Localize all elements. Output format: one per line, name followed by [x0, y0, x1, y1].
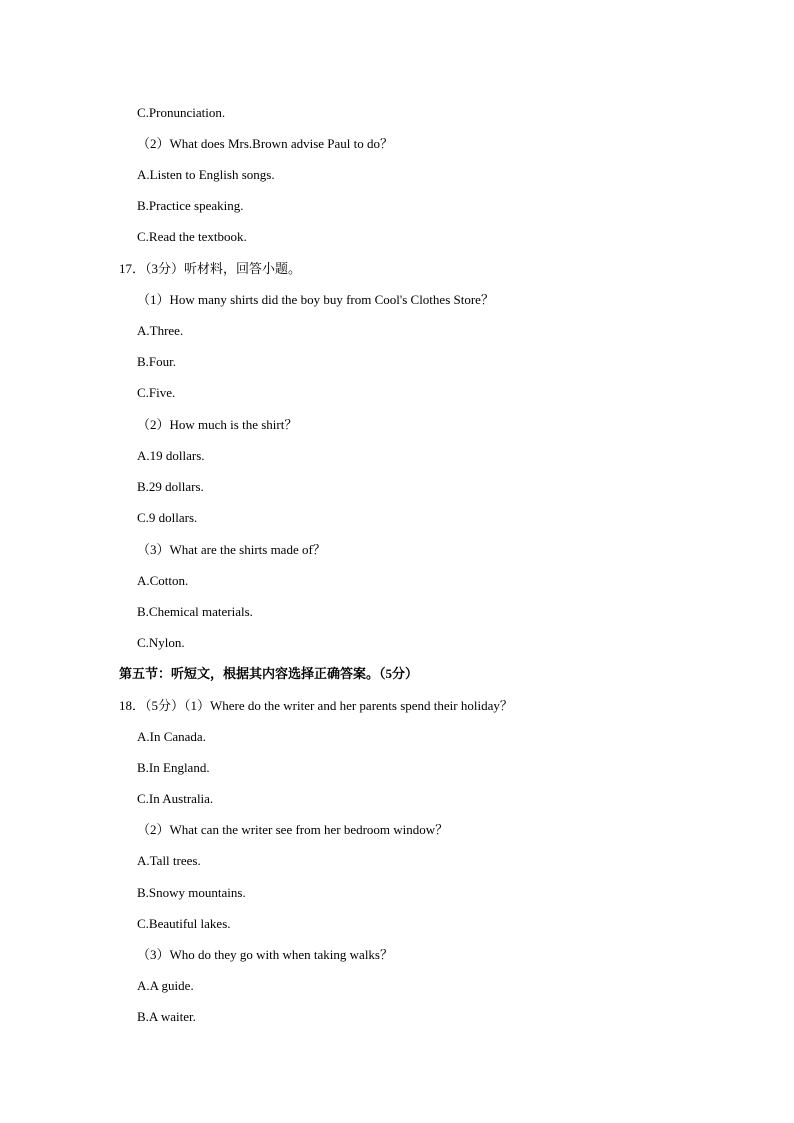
option-b-29-dollars: B.29 dollars. [137, 479, 204, 494]
option-c-five: C.Five. [137, 385, 176, 400]
option-b-snowy-mountains: B.Snowy mountains. [137, 885, 246, 900]
option-c-australia: C.In Australia. [137, 791, 214, 806]
option-a-three: A.Three. [137, 323, 184, 338]
option-a-cotton: A.Cotton. [137, 573, 189, 588]
question-17-heading: 17．（3分）听材料，回答小题。 [119, 261, 302, 276]
option-c-read-textbook: C.Read the textbook. [137, 229, 247, 244]
option-a-listen-songs: A.Listen to English songs. [137, 167, 275, 182]
section-five-heading: 第五节：听短文，根据其内容选择正确答案。（5分） [119, 666, 419, 681]
option-b-waiter: B.A waiter. [137, 1009, 196, 1024]
option-c-9-dollars: C.9 dollars. [137, 510, 198, 525]
option-c-nylon: C.Nylon. [137, 635, 185, 650]
option-b-four: B.Four. [137, 354, 177, 369]
option-b-england: B.In England. [137, 760, 210, 775]
sub-question-17-2: （2）How much is the shirt？ [137, 417, 298, 432]
option-b-chemical-materials: B.Chemical materials. [137, 604, 253, 619]
option-b-practice-speaking: B.Practice speaking. [137, 198, 244, 213]
question-18-heading: 18．（5分）（1）Where do the writer and her parents spend their holiday？ [119, 698, 513, 713]
option-a-19-dollars: A.19 dollars. [137, 448, 205, 463]
sub-question-18-3: （3）Who do they go with when taking walks？ [137, 947, 393, 962]
sub-question-17-3: （3）What are the shirts made of？ [137, 542, 326, 557]
option-c-pronunciation: C.Pronunciation. [137, 105, 226, 120]
option-a-canada: A.In Canada. [137, 729, 206, 744]
option-a-tall-trees: A.Tall trees. [137, 853, 201, 868]
option-c-beautiful-lakes: C.Beautiful lakes. [137, 916, 231, 931]
sub-question-16-2: （2）What does Mrs.Brown advise Paul to do？ [137, 136, 394, 151]
sub-question-18-2: （2）What can the writer see from her bedroom window？ [137, 822, 449, 837]
sub-question-17-1: （1）How many shirts did the boy buy from Cool's Clothes Store？ [137, 292, 494, 307]
option-a-guide: A.A guide. [137, 978, 194, 993]
